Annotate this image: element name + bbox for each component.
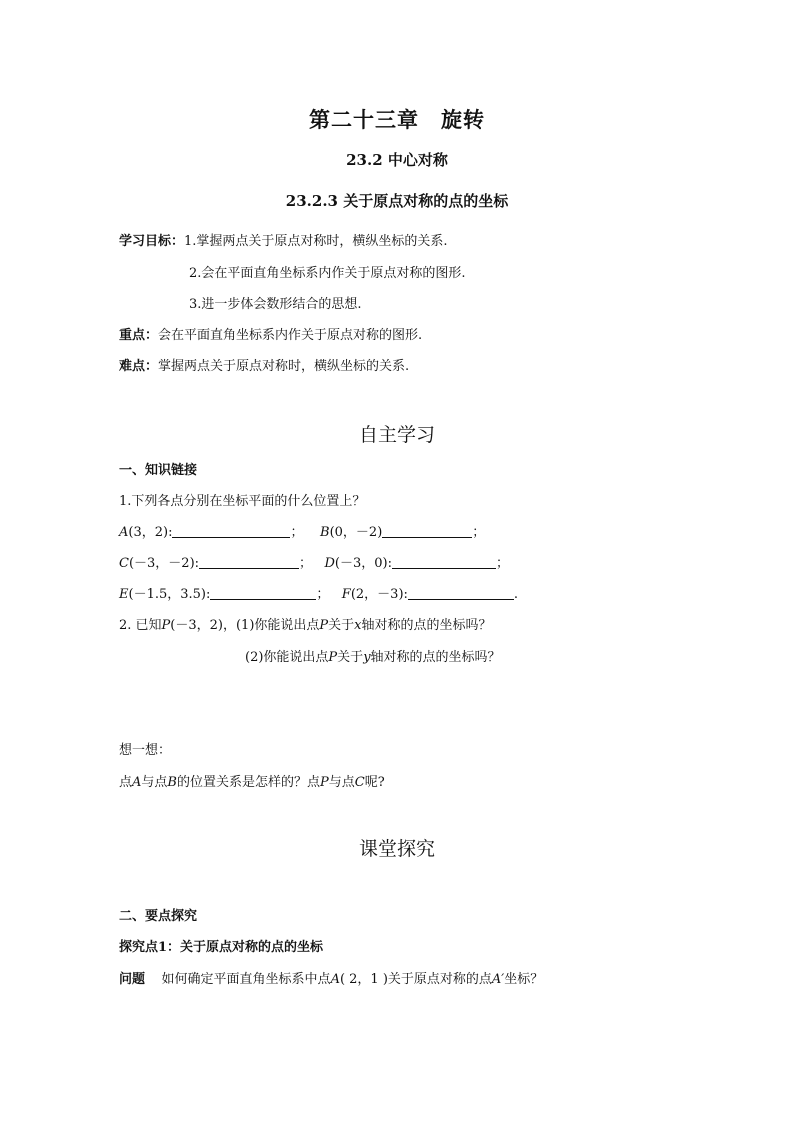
part2-heading: 二、要点探究 — [119, 909, 198, 924]
answer-blank[interactable] — [408, 586, 514, 600]
answer-blank[interactable] — [382, 524, 472, 538]
think-label: 想一想： — [119, 743, 172, 758]
key-point-label: 重点： — [119, 328, 159, 343]
point-row-2: C(－3，－2): ； D(－3，0): ； — [119, 556, 509, 571]
part1-heading: 一、知识链接 — [119, 463, 198, 478]
chapter-title: 第二十三章 旋转 — [309, 107, 485, 132]
point-row-3: E(－1.5，3.5): ； F(2，－3): . — [119, 587, 519, 602]
difficult-point-label: 难点： — [119, 359, 159, 374]
answer-blank[interactable] — [199, 555, 299, 569]
goal-item: 1.掌握两点关于原点对称时，横纵坐标的关系. — [184, 234, 448, 249]
answer-blank[interactable] — [210, 586, 316, 600]
section-title: 23.2 中心对称 — [346, 151, 448, 169]
point-name: A — [119, 525, 129, 540]
self-study-heading: 自主学习 — [358, 424, 435, 446]
point-name: B — [320, 525, 330, 540]
answer-blank[interactable] — [172, 524, 290, 538]
difficult-point-text: 掌握两点关于原点对称时，横纵坐标的关系. — [158, 359, 410, 374]
problem-line: 问题 如何确定平面直角坐标系中点A( 2，1 )关于原点对称的点A′坐标？ — [119, 972, 544, 987]
difficult-point — [119, 355, 409, 374]
key-point-text: 会在平面直角坐标系内作关于原点对称的图形. — [158, 328, 423, 343]
point-name: F — [341, 587, 351, 602]
goals-label: 学习目标： — [119, 234, 185, 249]
key-point — [119, 324, 422, 343]
answer-blank[interactable] — [392, 555, 496, 569]
point-name: E — [119, 587, 129, 602]
problem-label: 问题 — [119, 972, 146, 987]
question-2b: (2)你能说出点P关于y轴对称的点的坐标吗？ — [245, 650, 501, 665]
point-row-1: A(3，2): ； B(0，－2) ； — [119, 525, 486, 540]
goal-item: 3.进一步体会数形结合的思想. — [189, 297, 362, 312]
question-2: 2. 已知P(－3，2)，(1)你能说出点P关于x轴对称的点的坐标吗？ — [119, 618, 492, 633]
subsection-title: 23.2.3 关于原点对称的点的坐标 — [285, 192, 509, 210]
point-name: C — [119, 556, 129, 571]
question-1: 1.下列各点分别在坐标平面的什么位置上？ — [119, 494, 366, 509]
goals-line-1 — [119, 230, 448, 249]
goal-item: 2.会在平面直角坐标系内作关于原点对称的图形. — [189, 266, 466, 281]
point-name: D — [324, 556, 335, 571]
class-explore-heading: 课堂探究 — [358, 838, 435, 860]
think-question: 点A与点B的位置关系是怎样的？点P与点C呢? — [119, 775, 385, 790]
explore-point-1: 探究点1：关于原点对称的点的坐标 — [119, 940, 324, 955]
